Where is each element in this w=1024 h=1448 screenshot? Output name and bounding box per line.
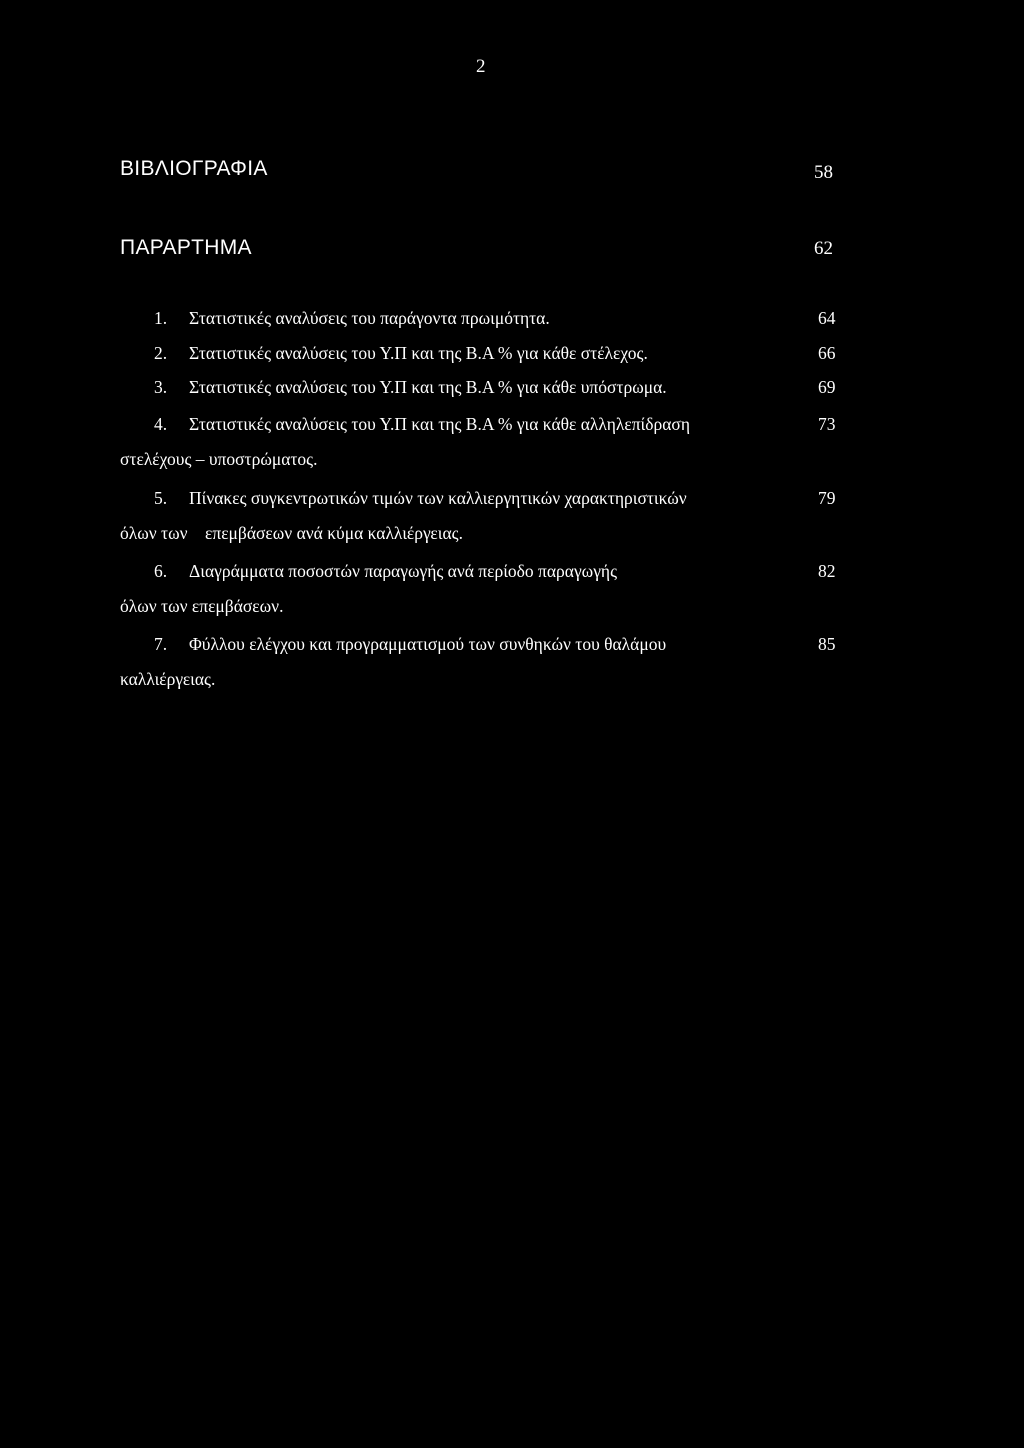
toc-entry-page: 66 [818,343,836,363]
toc-entry-page: 73 [818,414,836,434]
toc-heading-appendix-page: 62 [814,238,833,259]
toc-entry-continuation: όλων των επεμβάσεων. [120,596,284,616]
toc-entry-number: 7. [154,634,168,654]
toc-entry-number: 1. [154,308,168,328]
toc-entry-continuation: στελέχους – υποστρώματος. [120,449,318,469]
toc-entry-page: 79 [818,488,836,508]
toc-entry-page: 64 [818,308,836,328]
toc-entry-number: 5. [154,488,168,508]
toc-entry-title: Πίνακες συγκεντρωτικών τιμών των καλλιεργητικών χαρακτηριστικών [189,488,687,508]
toc-heading-appendix: ΠΑΡΑΡΤΗΜΑ [120,236,252,259]
toc-entry-number: 4. [154,414,168,434]
toc-entry-title: Στατιστικές αναλύσεις του Υ.Π και της Β.Α % για κάθε υπόστρωμα. [189,377,667,397]
toc-entry-title: Στατιστικές αναλύσεις του παράγοντα πρωιμότητα. [189,308,550,328]
toc-entry-title: Στατιστικές αναλύσεις του Υ.Π και της Β.Α % για κάθε στέλεχος. [189,343,648,363]
toc-entry-continuation: καλλιέργειας. [120,669,216,689]
toc-entry-continuation: όλων των επεμβάσεων ανά κύμα καλλιέργειας. [120,523,463,543]
toc-heading-bibliography-page: 58 [814,162,833,183]
toc-entry-page: 85 [818,634,836,654]
toc-entry-title: Φύλλου ελέγχου και προγραμματισμού των συνθηκών του θαλάμου [189,634,667,654]
toc-entry-title: Στατιστικές αναλύσεις του Υ.Π και της Β.Α % για κάθε αλληλεπίδραση [189,414,690,434]
page-number: 2 [476,56,486,77]
toc-entry-number: 3. [154,377,168,397]
toc-entry-number: 6. [154,561,168,581]
toc-entry-title: Διαγράμματα ποσοστών παραγωγής ανά περίοδο παραγωγής [189,561,618,581]
toc-entry-page: 82 [818,561,836,581]
toc-entry-number: 2. [154,343,168,363]
toc-entry-page: 69 [818,377,836,397]
toc-heading-bibliography: ΒΙΒΛΙΟΓΡΑΦΙΑ [120,157,268,180]
